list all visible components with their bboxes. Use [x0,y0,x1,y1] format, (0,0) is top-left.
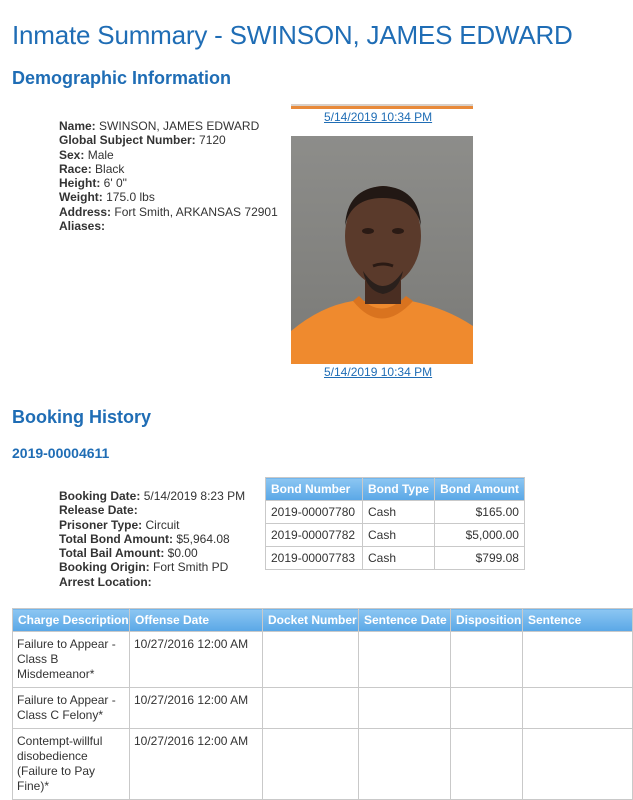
field-weight: Weight: 175.0 lbs [59,190,155,205]
table-row [266,524,525,547]
booking-number: 2019-00004611 [12,445,110,461]
sentence-date-header[interactable]: Sentence Date [359,609,451,632]
charges-table-container[interactable] [12,608,582,800]
offense-date-cell: 10/27/2016 12:00 AM [130,632,263,688]
bond-amount-cell: $799.08 [435,547,525,570]
disposition-header[interactable]: Disposition [451,609,523,632]
disposition-cell [451,632,523,688]
booking-fields [59,489,245,589]
booking-history-heading: Booking History [12,407,152,427]
demographic-heading: Demographic Information [12,68,232,88]
docket-number-cell [263,632,359,688]
field-global-subject-number: Global Subject Number: 7120 [59,133,226,148]
bond-type-cell: Cash [363,524,435,547]
disposition-cell [451,688,523,729]
bond-number-header[interactable]: Bond Number [266,478,363,501]
docket-number-header[interactable]: Docket Number [263,609,359,632]
demographic-fields [59,119,278,233]
sentence-cell [523,729,633,800]
previous-photo-thumbnail[interactable] [291,104,473,109]
charges-header-row [13,609,633,632]
field-height: Height: 6' 0" [59,176,127,191]
bond-type-header[interactable]: Bond Type [363,478,435,501]
sentence-date-cell [359,688,451,729]
charges-table [12,608,633,800]
charge-description-header[interactable]: Charge Description [13,609,130,632]
field-booking-origin: Booking Origin: Fort Smith PD [59,560,229,575]
field-race: Race: Black [59,161,125,176]
field-arrest-location: Arrest Location: [59,574,152,589]
sentence-date-cell [359,632,451,688]
bond-number-cell: 2019-00007782 [266,524,363,547]
field-name: Name: SWINSON, JAMES EDWARD [59,119,260,133]
bond-amount-cell: $5,000.00 [435,524,525,547]
sentence-cell [523,688,633,729]
table-row [13,688,633,729]
bond-type-cell: Cash [363,547,435,570]
bond-type-cell: Cash [363,501,435,524]
bond-table [265,477,525,570]
charge-description-cell: Failure to Appear - Class B Misdemeanor* [13,632,130,688]
bond-number-cell: 2019-00007780 [266,501,363,524]
field-sex: Sex: Male [59,147,114,162]
disposition-cell [451,729,523,800]
table-row [13,729,633,800]
offense-date-cell: 10/27/2016 12:00 AM [130,688,263,729]
bond-amount-header[interactable]: Bond Amount [435,478,525,501]
offense-date-header[interactable]: Offense Date [130,609,263,632]
field-prisoner-type: Prisoner Type: Circuit [59,517,180,532]
field-address: Address: Fort Smith, ARKANSAS 72901 [59,204,278,219]
table-row [13,632,633,688]
bond-number-cell: 2019-00007783 [266,547,363,570]
docket-number-cell [263,729,359,800]
docket-number-cell [263,688,359,729]
offense-date-cell: 10/27/2016 12:00 AM [130,729,263,800]
field-release-date: Release Date: [59,503,138,518]
field-booking-date: Booking Date: 5/14/2019 8:23 PM [59,489,246,503]
page-title: Inmate Summary - SWINSON, JAMES EDWARD [12,20,573,50]
bond-table-header-row [266,478,525,501]
person-photo-icon [291,136,473,364]
sentence-cell [523,632,633,688]
sentence-header[interactable]: Sentence [523,609,633,632]
charge-description-cell: Failure to Appear - Class C Felony* [13,688,130,729]
field-total-bail-amount: Total Bail Amount: $0.00 [59,546,198,561]
table-row [266,547,525,570]
field-total-bond-amount: Total Bond Amount: $5,964.08 [59,531,230,546]
bond-amount-cell: $165.00 [435,501,525,524]
charge-description-cell: Contempt-willful disobedience (Failure to Pay Fine)* [13,729,130,800]
sentence-date-cell [359,729,451,800]
mugshot-photo[interactable] [291,136,473,364]
photo-date-link-bottom[interactable]: 5/14/2019 10:34 PM [324,365,433,379]
table-row [266,501,525,524]
photo-date-link-top[interactable]: 5/14/2019 10:34 PM [324,110,433,124]
field-aliases: Aliases: [59,219,106,234]
